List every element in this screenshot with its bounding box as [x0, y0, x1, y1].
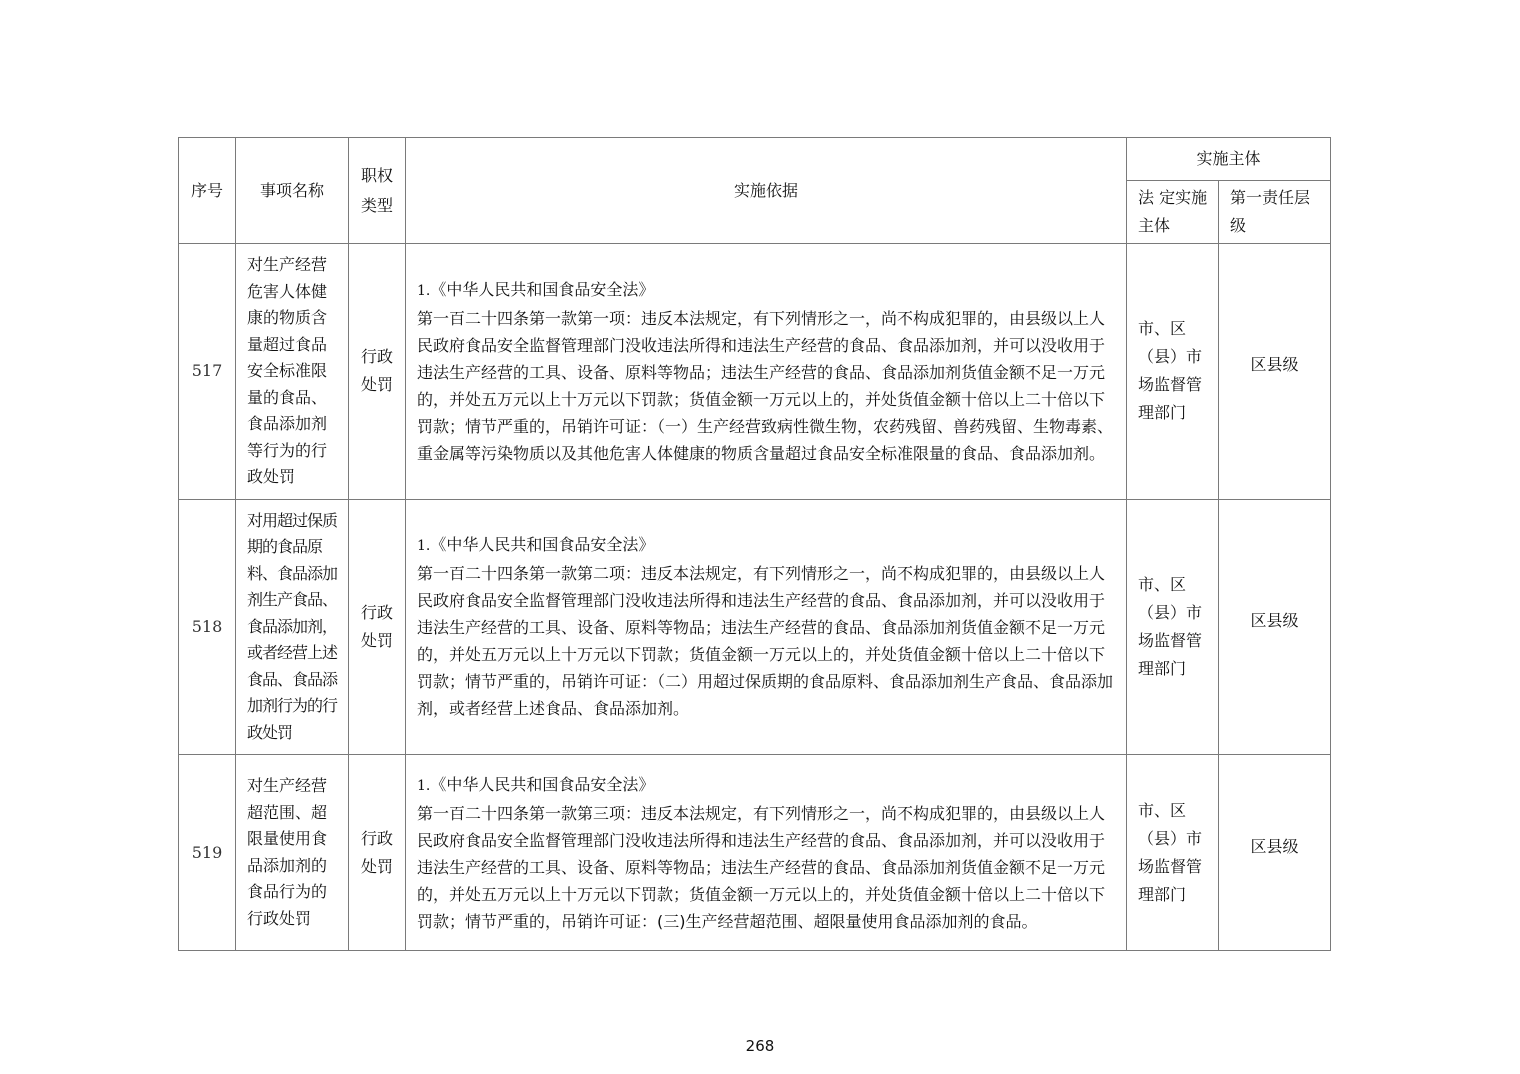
basis-text: 第一百二十四条第一款第一项：违反本法规定，有下列情形之一，尚不构成犯罪的，由县级以上人民政府食品安全监督管理部门没收违法所得和违法生产经营的食品、食品添加剂，并可以没收用于违法生产经营的工具、设备、原料等物品；违法生产经营的食品、食品添加剂货值金额不足一万元的，并处五万元以上十万元以下罚款；货值金额一万元以上的，并处货值金额十倍以上二十倍以下罚款；情节严重的，吊销许可证：（一）生产经营致病性微生物，农药残留、兽药残留、生物毒素、重金属等污染物质以及其他危害人体健康的物质含量超过食品安全标准限量的食品、食品添加剂。 [417, 308, 1114, 463]
header-seq: 序号 [179, 138, 236, 244]
row-basis [406, 755, 1127, 951]
row-legal-subject: 市、区（县）市场监督管理部门 [1127, 499, 1219, 755]
row-legal-subject: 市、区（县）市场监督管理部门 [1127, 755, 1219, 951]
row-power-type: 行政处罚 [349, 499, 406, 755]
law-number: 1. [417, 282, 431, 299]
header-power-type: 职权类型 [349, 138, 406, 244]
row-seq: 518 [179, 499, 236, 755]
header-basis: 实施依据 [406, 138, 1127, 244]
power-list-table [178, 137, 1331, 951]
header-first-level: 第一责任层级 [1219, 181, 1331, 244]
law-title: 《中华人民共和国食品安全法》 [430, 279, 655, 299]
first-level-text: 区县级 [1250, 836, 1299, 856]
law-title: 《中华人民共和国食品安全法》 [430, 774, 655, 794]
law-number: 1. [417, 777, 431, 794]
table-row [179, 499, 1331, 755]
row-basis [406, 244, 1127, 500]
table-row [179, 755, 1331, 951]
table-row [179, 244, 1331, 500]
row-first-level [1219, 755, 1331, 951]
row-power-type: 行政处罚 [349, 244, 406, 500]
law-reference [417, 531, 1116, 560]
law-title: 《中华人民共和国食品安全法》 [430, 535, 655, 555]
first-level-text: 区县级 [1250, 610, 1299, 630]
first-level-text: 区县级 [1250, 355, 1299, 375]
row-first-level [1219, 244, 1331, 500]
row-first-level [1219, 499, 1331, 755]
row-legal-subject: 市、区（县）市场监督管理部门 [1127, 244, 1219, 500]
row-seq: 517 [179, 244, 236, 500]
row-name: 对生产经营危害人体健康的物质含量超过食品安全标准限量的食品、食品添加剂等行为的行政处罚 [236, 244, 349, 500]
header-name: 事项名称 [236, 138, 349, 244]
row-basis [406, 499, 1127, 755]
header-subject-group: 实施主体 [1127, 138, 1331, 181]
header-row-1 [179, 138, 1331, 181]
law-reference [417, 771, 1116, 800]
row-name: 对生产经营超范围、超限量使用食品添加剂的食品行为的行政处罚 [236, 755, 349, 951]
header-legal-subject: 法 定实施主体 [1127, 181, 1219, 244]
row-seq: 519 [179, 755, 236, 951]
basis-text: 第一百二十四条第一款第三项：违反本法规定，有下列情形之一，尚不构成犯罪的，由县级以上人民政府食品安全监督管理部门没收违法所得和违法生产经营的食品、食品添加剂，并可以没收用于违法生产经营的工具、设备、原料等物品；违法生产经营的食品、食品添加剂货值金额不足一万元的，并处五万元以上十万元以下罚款；货值金额一万元以上的，并处货值金额十倍以上二十倍以下罚款；情节严重的，吊销许可证：(三)生产经营超范围、超限量使用食品添加剂的食品。 [417, 803, 1106, 931]
row-name: 对用超过保质期的食品原料、食品添加剂生产食品、食品添加剂，或者经营上述食品、食品添加剂行为的行政处罚 [236, 499, 349, 755]
basis-text: 第一百二十四条第一款第二项：违反本法规定，有下列情形之一，尚不构成犯罪的，由县级以上人民政府食品安全监督管理部门没收违法所得和违法生产经营的食品、食品添加剂，并可以没收用于违法生产经营的工具、设备、原料等物品；违法生产经营的食品、食品添加剂货值金额不足一万元的，并处五万元以上十万元以下罚款；货值金额一万元以上的，并处货值金额十倍以上二十倍以下罚款；情节严重的，吊销许可证：（二）用超过保质期的食品原料、食品添加剂生产食品、食品添加剂，或者经营上述食品、食品添加剂。 [417, 564, 1114, 719]
row-power-type: 行政处罚 [349, 755, 406, 951]
law-reference [417, 276, 1116, 305]
law-number: 1. [417, 538, 431, 555]
page-number: 268 [745, 1037, 775, 1055]
